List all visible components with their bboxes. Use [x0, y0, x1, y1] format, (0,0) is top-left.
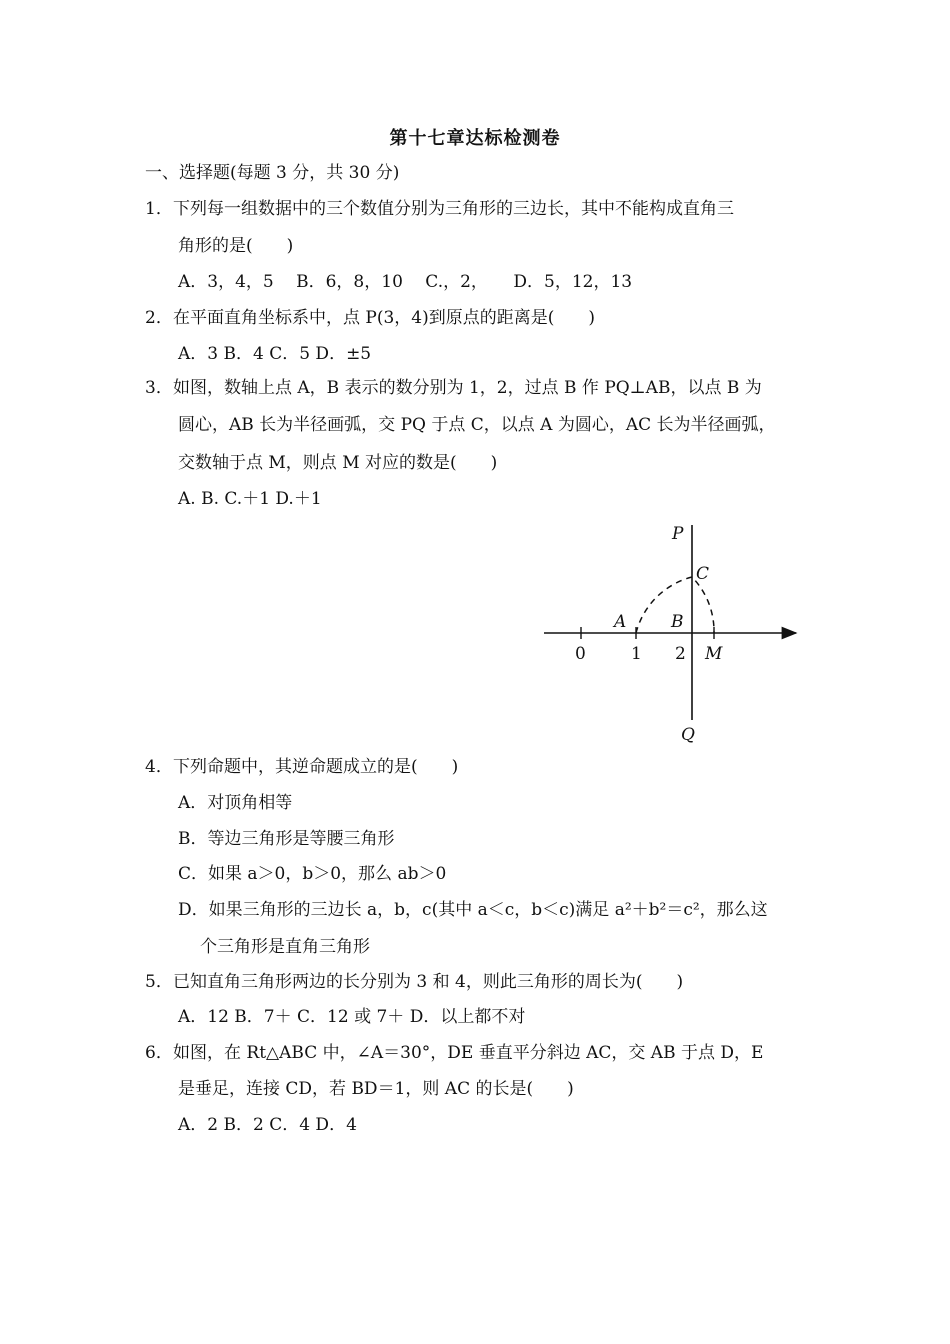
question-number: 4． — [145, 757, 173, 777]
question-1 — [145, 197, 734, 221]
question-5 — [145, 970, 683, 994]
tick-label-2: 2 — [675, 644, 686, 664]
label-p: P — [672, 524, 684, 544]
question-text: 下列命题中，其逆命题成立的是( ) — [173, 757, 459, 777]
question-number: 2． — [145, 308, 173, 328]
tick-label-0: 0 — [575, 644, 586, 664]
question-4 — [145, 755, 458, 779]
question-options: A．3 B．4 C．5 D．±5 — [178, 344, 372, 364]
option-c: C．如果 a＞0，b＞0，那么 ab＞0 — [178, 864, 447, 884]
question-6 — [145, 1041, 763, 1065]
number-line-figure — [530, 515, 810, 755]
question-text-continued: 是垂足，连接 CD，若 BD＝1，则 AC 的长是( ) — [178, 1079, 574, 1099]
question-text: 如图，在 Rt△ABC 中，∠A＝30°，DE 垂直平分斜边 AC，交 AB 于点 D，E — [173, 1043, 764, 1063]
section-heading: 一、选择题(每题 3 分，共 30 分) — [145, 163, 400, 183]
question-number: 5． — [145, 972, 173, 992]
label-q: Q — [681, 725, 695, 745]
question-number: 6． — [145, 1043, 173, 1063]
question-3 — [145, 376, 762, 400]
question-text-continued: 角形的是( ) — [178, 236, 294, 256]
label-c: C — [696, 564, 710, 584]
question-text: 已知直角三角形两边的长分别为 3 和 4，则此三角形的周长为( ) — [173, 972, 684, 992]
option-d-continued: 个三角形是直角三角形 — [200, 937, 370, 957]
question-text: 在平面直角坐标系中，点 P(3，4)到原点的距离是( ) — [173, 308, 596, 328]
question-text: 下列每一组数据中的三个数值分别为三角形的三边长，其中不能构成直角三 — [173, 199, 734, 219]
question-options: A．2 B．2 C．4 D．4 — [178, 1115, 357, 1135]
question-options: A. B. C.＋1 D.＋1 — [178, 489, 322, 509]
question-options: A．3，4，5 B．6，8，10 C.，2， D．5，12，13 — [178, 272, 633, 292]
label-m: M — [705, 644, 723, 664]
question-options: A．12 B．7＋ C．12 或 7＋ D．以上都不对 — [178, 1007, 526, 1027]
option-d: D．如果三角形的三边长 a，b，c(其中 a＜c，b＜c)满足 a²＋b²＝c²，那么这 — [178, 900, 768, 920]
question-text: 如图，数轴上点 A，B 表示的数分别为 1，2，过点 B 作 PQ⊥AB，以点 B 为 — [173, 378, 762, 398]
page-title: 第十七章达标检测卷 — [389, 128, 561, 149]
option-b: B．等边三角形是等腰三角形 — [178, 829, 395, 849]
question-number: 1． — [145, 199, 173, 219]
question-text-continued: 圆心，AB 长为半径画弧，交 PQ 于点 C，以点 A 为圆心，AC 长为半径画弧， — [178, 415, 776, 435]
question-number: 3． — [145, 378, 173, 398]
label-a: A — [614, 612, 627, 632]
option-a: A．对顶角相等 — [178, 793, 293, 813]
question-text-continued: 交数轴于点 M，则点 M 对应的数是( ) — [178, 453, 498, 473]
question-2 — [145, 306, 595, 330]
tick-label-1: 1 — [631, 644, 642, 664]
label-b: B — [671, 612, 684, 632]
